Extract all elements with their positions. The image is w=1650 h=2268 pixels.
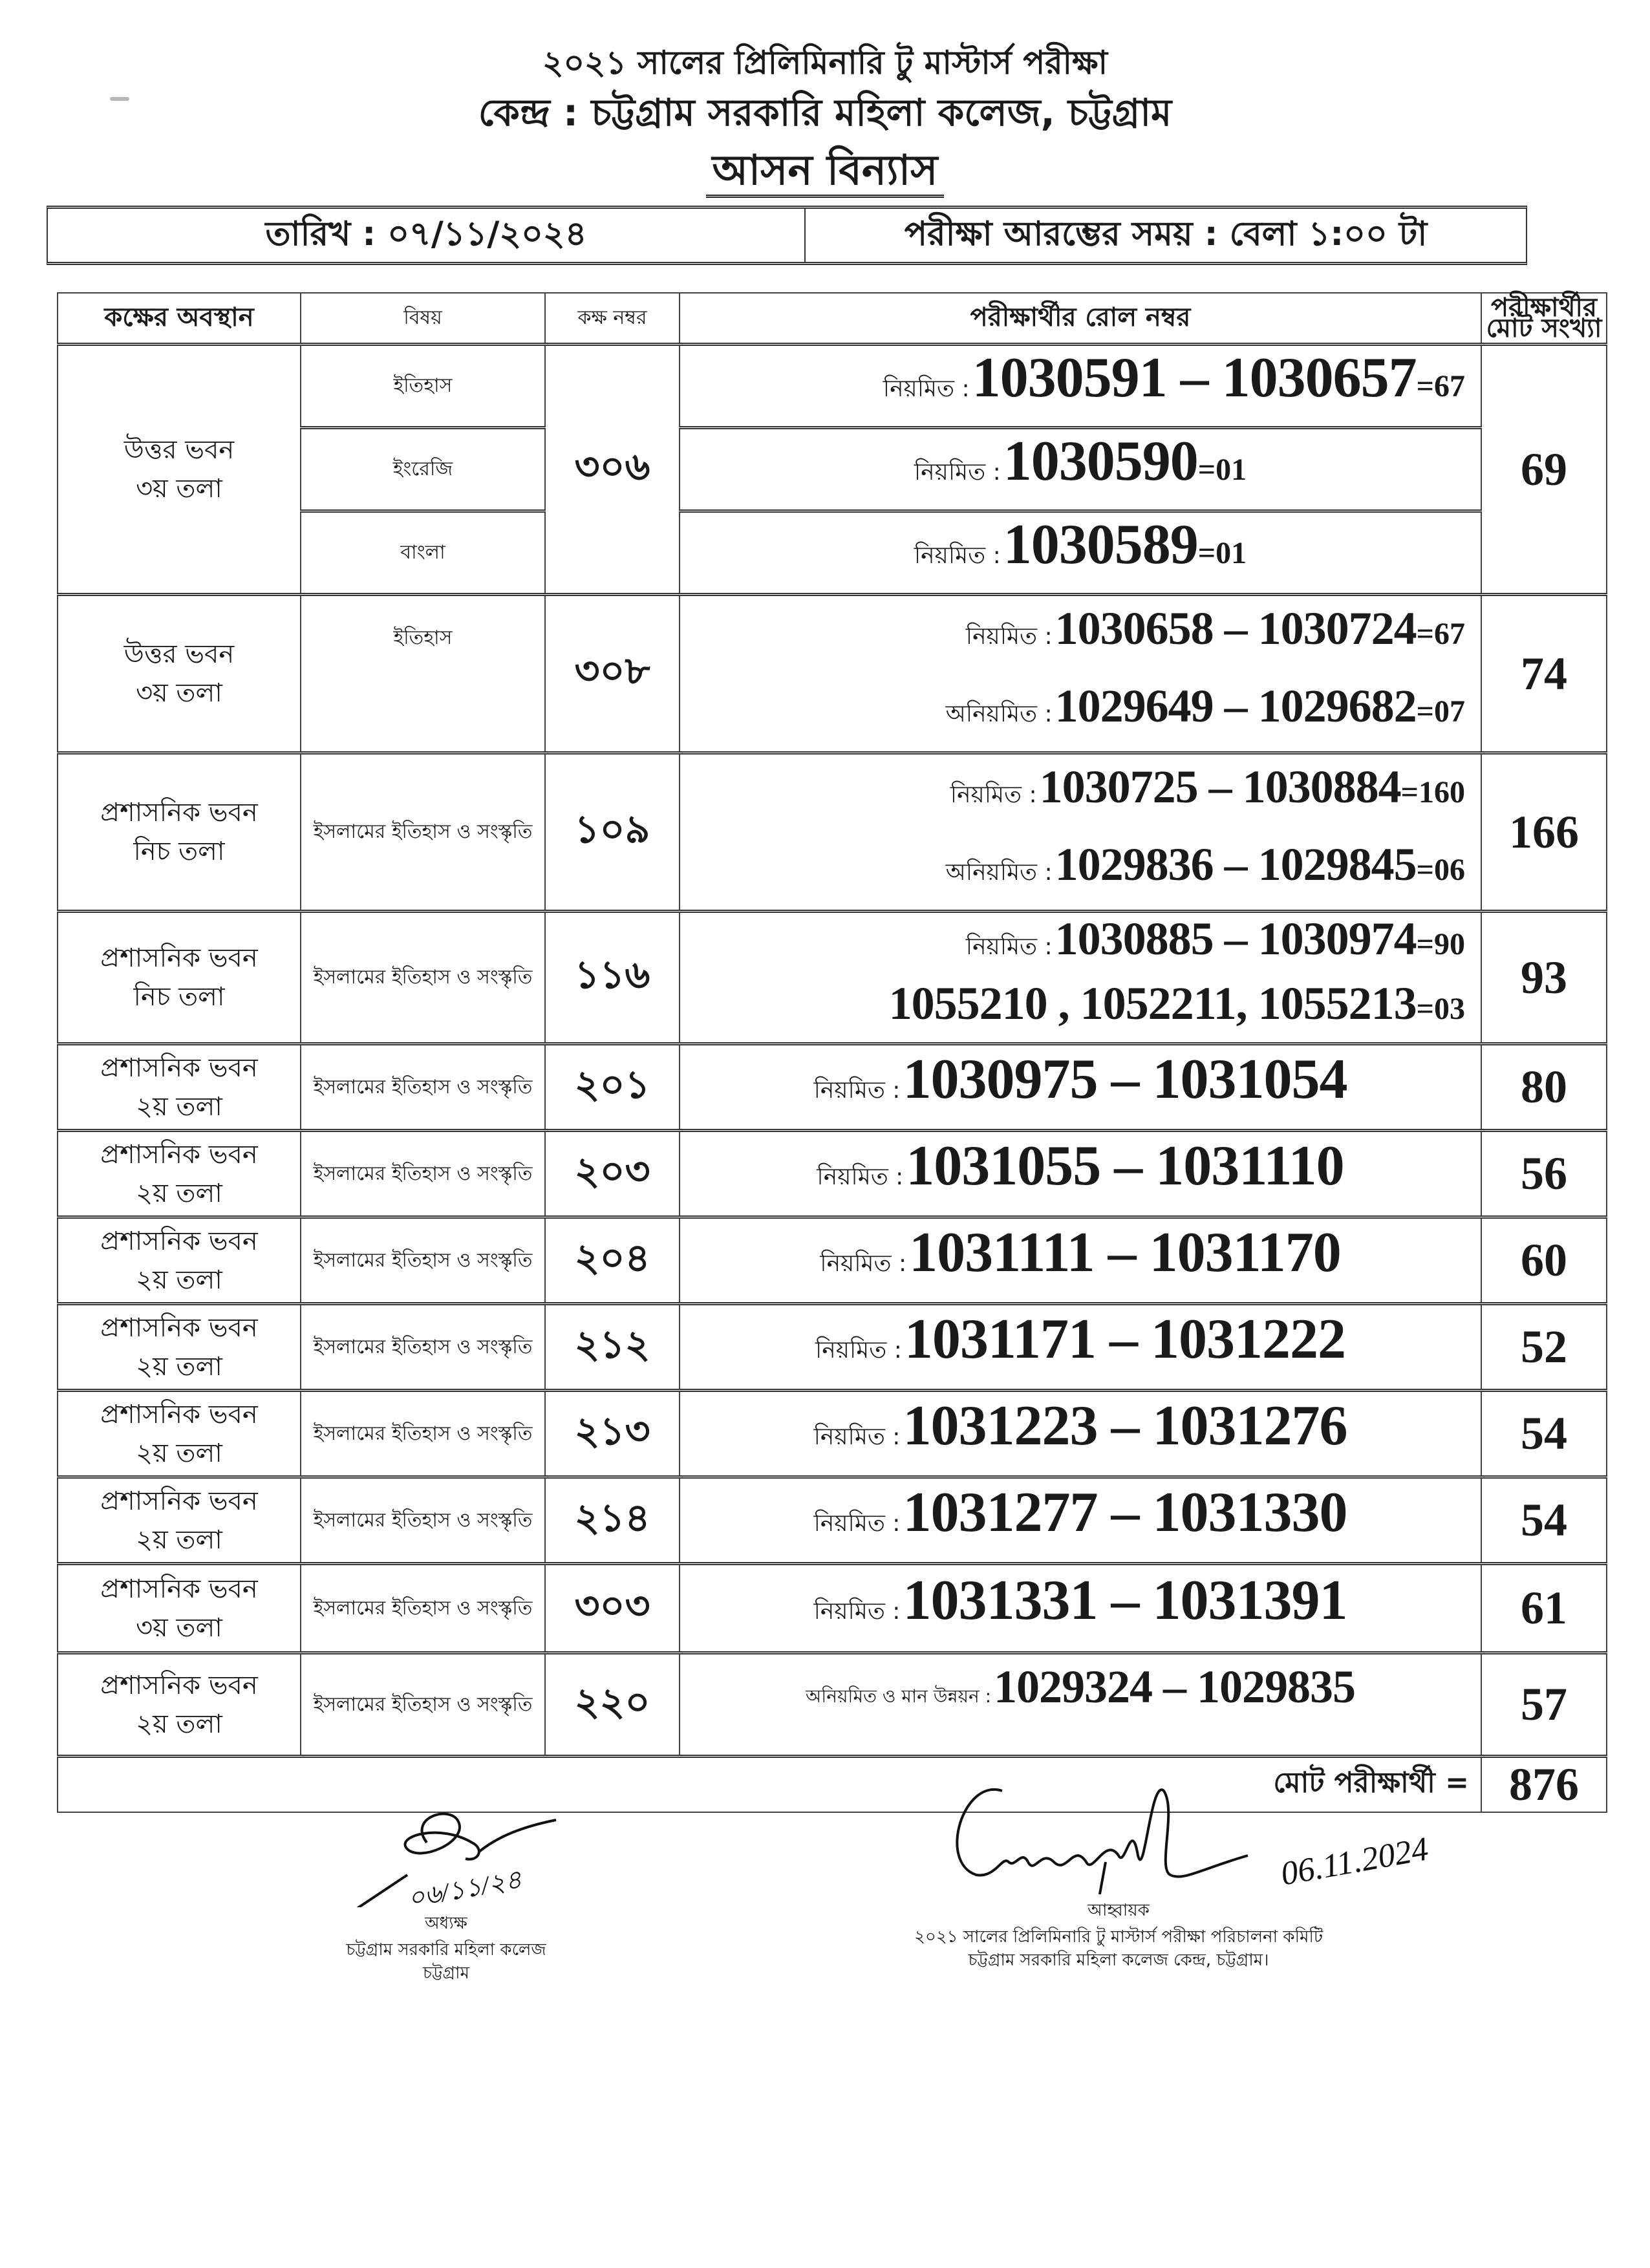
table-row (58, 345, 1607, 428)
roll-count: =160 (1400, 775, 1465, 809)
principal-org-line1: চট্টগ্রাম সরকারি মহিলা কলেজ (346, 1940, 546, 1960)
roll-line (680, 754, 1481, 832)
roll-line (680, 1394, 1481, 1474)
roll-numbers: 1029324 – 1029835 (994, 1661, 1356, 1713)
subject: ইসলামের ইতিহাস ও সংস্কৃতি (301, 1564, 545, 1653)
room-number: ২০১ (545, 1044, 680, 1131)
subject: ইসলামের ইতিহাস ও সংস্কৃতি (301, 1131, 545, 1217)
roll-numbers: 1031171 – 1031222 (904, 1307, 1346, 1371)
table-row (58, 1304, 1607, 1391)
room-total: 61 (1481, 1564, 1607, 1653)
table-header-row (58, 293, 1607, 345)
room-location (58, 753, 301, 912)
roll-range (680, 1564, 1481, 1653)
room-number: ২০৩ (545, 1131, 680, 1217)
subject: ইসলামের ইতিহাস ও সংস্কৃতি (301, 1044, 545, 1131)
building: প্রশাসনিক ভবন (100, 1312, 258, 1343)
roll-numbers: 1055210 , 1052211, 1055213 (888, 978, 1417, 1029)
roll-line (680, 596, 1481, 674)
room-total: 166 (1481, 753, 1607, 912)
roll-range (680, 1653, 1481, 1757)
floor: ৩য় তলা (136, 474, 222, 504)
grand-total-value: 876 (1481, 1757, 1607, 1813)
roll-type-label: নিয়মিত : (883, 376, 970, 402)
room-location (58, 1131, 301, 1217)
subject: ইংরেজি (301, 428, 545, 511)
roll-type-label: নিয়মিত : (950, 782, 1037, 808)
roll-range (680, 1044, 1481, 1131)
roll-type-label: নিয়মিত : (817, 1163, 904, 1190)
roll-line (680, 1568, 1481, 1649)
room-total: 57 (1481, 1653, 1607, 1757)
room-total: 69 (1481, 345, 1607, 595)
table-row (58, 1131, 1607, 1217)
room-total: 80 (1481, 1044, 1607, 1131)
exam-date: তারিখ : ০৭/১১/২০২৪ (48, 209, 806, 262)
roll-type-label: নিয়মিত : (820, 1250, 907, 1277)
subject: ইসলামের ইতিহাস ও সংস্কৃতি (301, 1653, 545, 1757)
room-total: 93 (1481, 912, 1607, 1044)
floor: নিচ তলা (133, 982, 225, 1012)
principal-signature-block (297, 1804, 595, 1985)
building: উত্তর ভবন (123, 435, 235, 465)
principal-org-line2: চট্টগ্রাম (423, 1963, 469, 1983)
roll-numbers: 1031055 – 1031110 (906, 1134, 1344, 1197)
room-number: ৩০৬ (545, 345, 680, 595)
roll-numbers: 1031277 – 1031330 (903, 1481, 1347, 1544)
room-number: ৩০৮ (545, 595, 680, 753)
seat-plan-table (57, 292, 1607, 1813)
roll-type-label: নিয়মিত : (914, 542, 1001, 569)
subject: ইতিহাস (301, 595, 545, 753)
roll-count: =07 (1416, 694, 1465, 729)
roll-line (680, 832, 1481, 910)
building: প্রশাসনিক ভবন (100, 1053, 258, 1083)
subject: ইসলামের ইতিহাস ও সংস্কৃতি (301, 1477, 545, 1564)
subject: ইসলামের ইতিহাস ও সংস্কৃতি (301, 1391, 545, 1477)
building: প্রশাসনিক ভবন (100, 1670, 258, 1700)
building: প্রশাসনিক ভবন (100, 1574, 258, 1604)
building: প্রশাসনিক ভবন (100, 1399, 258, 1429)
roll-numbers: 1030658 – 1030724 (1055, 603, 1417, 654)
table-row (58, 1653, 1607, 1757)
room-location (58, 1217, 301, 1304)
roll-type-label: নিয়মিত : (813, 1598, 901, 1625)
subject: ইসলামের ইতিহাস ও সংস্কৃতি (301, 912, 545, 1044)
subject: ইসলামের ইতিহাস ও সংস্কৃতি (301, 1217, 545, 1304)
document-title-text: আসন বিন্যাস (706, 147, 945, 198)
roll-line (680, 513, 1481, 593)
grand-total-row (58, 1757, 1607, 1813)
roll-line (680, 346, 1481, 426)
roll-count: =03 (1416, 992, 1465, 1026)
roll-range (680, 1477, 1481, 1564)
roll-numbers: 1030975 – 1031054 (903, 1047, 1347, 1111)
roll-line (680, 1047, 1481, 1128)
roll-type-label: নিয়মিত : (914, 459, 1001, 486)
floor: ২য় তলা (136, 1265, 222, 1295)
building: প্রশাসনিক ভবন (100, 1226, 258, 1256)
roll-type-label: নিয়মিত : (813, 1076, 901, 1104)
room-number: ২২০ (545, 1653, 680, 1757)
room-number: ২১৩ (545, 1391, 680, 1477)
table-row (58, 912, 1607, 1044)
roll-range (680, 345, 1481, 428)
floor: ২য় তলা (136, 1524, 222, 1555)
table-row (58, 1044, 1607, 1131)
floor: নিচ তলা (133, 837, 225, 866)
floor: ২য় তলা (136, 1178, 222, 1208)
floor: ৩য় তলা (136, 678, 222, 708)
roll-line (680, 1221, 1481, 1301)
building: প্রশাসনিক ভবন (100, 1139, 258, 1170)
room-number: ১০৯ (545, 753, 680, 912)
convener-signature-icon (925, 1765, 1312, 1894)
roll-range (680, 1217, 1481, 1304)
convener-org-line2: চট্টগ্রাম সরকারি মহিলা কলেজ কেন্দ্র, চট্টগ্রাম। (968, 1951, 1269, 1970)
room-location (58, 1564, 301, 1653)
building: উত্তর ভবন (123, 639, 235, 669)
room-number: ৩০৩ (545, 1564, 680, 1653)
roll-type-label: নিয়মিত : (965, 623, 1053, 650)
roll-line (680, 978, 1481, 1042)
column-header-roll: পরীক্ষার্থীর রোল নম্বর (680, 293, 1481, 345)
roll-numbers: 1030885 – 1030974 (1055, 913, 1417, 965)
roll-count: =01 (1197, 536, 1247, 570)
roll-numbers: 1029836 – 1029845 (1055, 839, 1417, 890)
convener-role: আহ্বায়ক (1088, 1901, 1150, 1920)
roll-line (680, 1307, 1481, 1387)
convener-handwritten-date: 06.11.2024 (1278, 1830, 1431, 1893)
document-title (0, 139, 1650, 208)
room-total: 54 (1481, 1477, 1607, 1564)
room-number: ২১২ (545, 1304, 680, 1391)
roll-type-label: অনিয়মিত : (945, 859, 1053, 886)
exam-center: কেন্দ্র : চট্টগ্রাম সরকারি মহিলা কলেজ, চট্টগ্রাম (478, 91, 1172, 134)
room-number: ১১৬ (545, 912, 680, 1044)
room-total: 60 (1481, 1217, 1607, 1304)
subject: বাংলা (301, 511, 545, 595)
principal-role: অধ্যক্ষ (425, 1914, 467, 1933)
room-location (58, 912, 301, 1044)
roll-type-label: নিয়মিত : (813, 1423, 901, 1450)
room-number: ২০৪ (545, 1217, 680, 1304)
table-row (58, 1391, 1607, 1477)
room-location (58, 595, 301, 753)
floor: ২য় তলা (136, 1438, 222, 1468)
roll-range (680, 511, 1481, 595)
roll-numbers: 1031331 – 1031391 (903, 1568, 1347, 1632)
roll-count: =06 (1416, 853, 1465, 887)
room-location (58, 345, 301, 595)
roll-type-label: নিয়মিত : (815, 1336, 902, 1364)
roll-numbers: 1029649 – 1029682 (1055, 680, 1417, 732)
column-header-subject: বিষয় (301, 293, 545, 345)
room-location (58, 1477, 301, 1564)
roll-type-label: অনিয়মিত : (945, 701, 1053, 727)
room-number: ২১৪ (545, 1477, 680, 1564)
table-row (58, 1564, 1607, 1653)
table-row (58, 1217, 1607, 1304)
roll-range (680, 595, 1481, 753)
subject: ইসলামের ইতিহাস ও সংস্কৃতি (301, 753, 545, 912)
roll-line (680, 429, 1481, 509)
roll-range (680, 912, 1481, 1044)
floor: ২য় তলা (136, 1091, 222, 1122)
roll-line (680, 1134, 1481, 1214)
principal-handwritten-date: ০৬/১১/২৪ (405, 1864, 524, 1914)
room-location (58, 1304, 301, 1391)
column-header-room: কক্ষ নম্বর (545, 293, 680, 345)
table-row (58, 1477, 1607, 1564)
room-location (58, 1044, 301, 1131)
roll-numbers: 1031223 – 1031276 (903, 1394, 1347, 1457)
roll-line (680, 1654, 1481, 1732)
table-row (58, 595, 1607, 753)
grand-total-label: মোট পরীক্ষার্থী = (680, 1757, 1481, 1813)
floor: ২য় তলা (136, 1709, 222, 1739)
roll-range (680, 1131, 1481, 1217)
roll-count: =67 (1416, 369, 1465, 403)
roll-line (680, 913, 1481, 978)
roll-count: =01 (1197, 453, 1247, 487)
convener-org-line1: ২০২১ সালের প্রিলিমিনারি টু মাস্টার্স পরীক্ষা পরিচালনা কমিটি (914, 1927, 1323, 1947)
subject: ইতিহাস (301, 345, 545, 428)
roll-numbers: 1030725 – 1030884 (1039, 761, 1401, 813)
room-location (58, 1391, 301, 1477)
roll-range (680, 753, 1481, 912)
exam-start-time: পরীক্ষা আরম্ভের সময় : বেলা ১:০০ টা (904, 214, 1428, 253)
room-location (58, 1653, 301, 1757)
room-total: 54 (1481, 1391, 1607, 1477)
roll-type-label: অনিয়মিত ও মান উন্নয়ন : (805, 1685, 992, 1707)
exam-info-box (47, 206, 1527, 265)
roll-range (680, 428, 1481, 511)
building: প্রশাসনিক ভবন (100, 798, 258, 828)
roll-numbers: 1030589 (1003, 513, 1198, 576)
roll-count: =90 (1416, 927, 1465, 961)
building: প্রশাসনিক ভবন (100, 1486, 258, 1516)
column-header-location: কক্ষের অবস্থান (58, 293, 301, 345)
roll-line (680, 1481, 1481, 1561)
exam-title: ২০২১ সালের প্রিলিমিনারি টু মাস্টার্স পরীক্ষা (542, 44, 1108, 81)
roll-range (680, 1391, 1481, 1477)
roll-numbers: 1030591 – 1030657 (972, 347, 1417, 409)
room-total: 56 (1481, 1131, 1607, 1217)
roll-type-label: নিয়মিত : (813, 1510, 901, 1537)
column-header-total: পরীক্ষার্থীর মোট সংখ্যা (1481, 293, 1607, 345)
roll-numbers: 1030590 (1003, 430, 1198, 493)
roll-line (680, 674, 1481, 751)
subject: ইসলামের ইতিহাস ও সংস্কৃতি (301, 1304, 545, 1391)
building: প্রশাসনিক ভবন (100, 943, 258, 973)
floor: ৩য় তলা (136, 1612, 222, 1643)
table-row (58, 753, 1607, 912)
roll-numbers: 1031111 – 1031170 (909, 1221, 1341, 1284)
room-total: 74 (1481, 595, 1607, 753)
roll-count: =67 (1416, 617, 1465, 651)
room-total: 52 (1481, 1304, 1607, 1391)
floor: ২য় তলা (136, 1351, 222, 1382)
roll-type-label: নিয়মিত : (965, 934, 1053, 960)
roll-range (680, 1304, 1481, 1391)
